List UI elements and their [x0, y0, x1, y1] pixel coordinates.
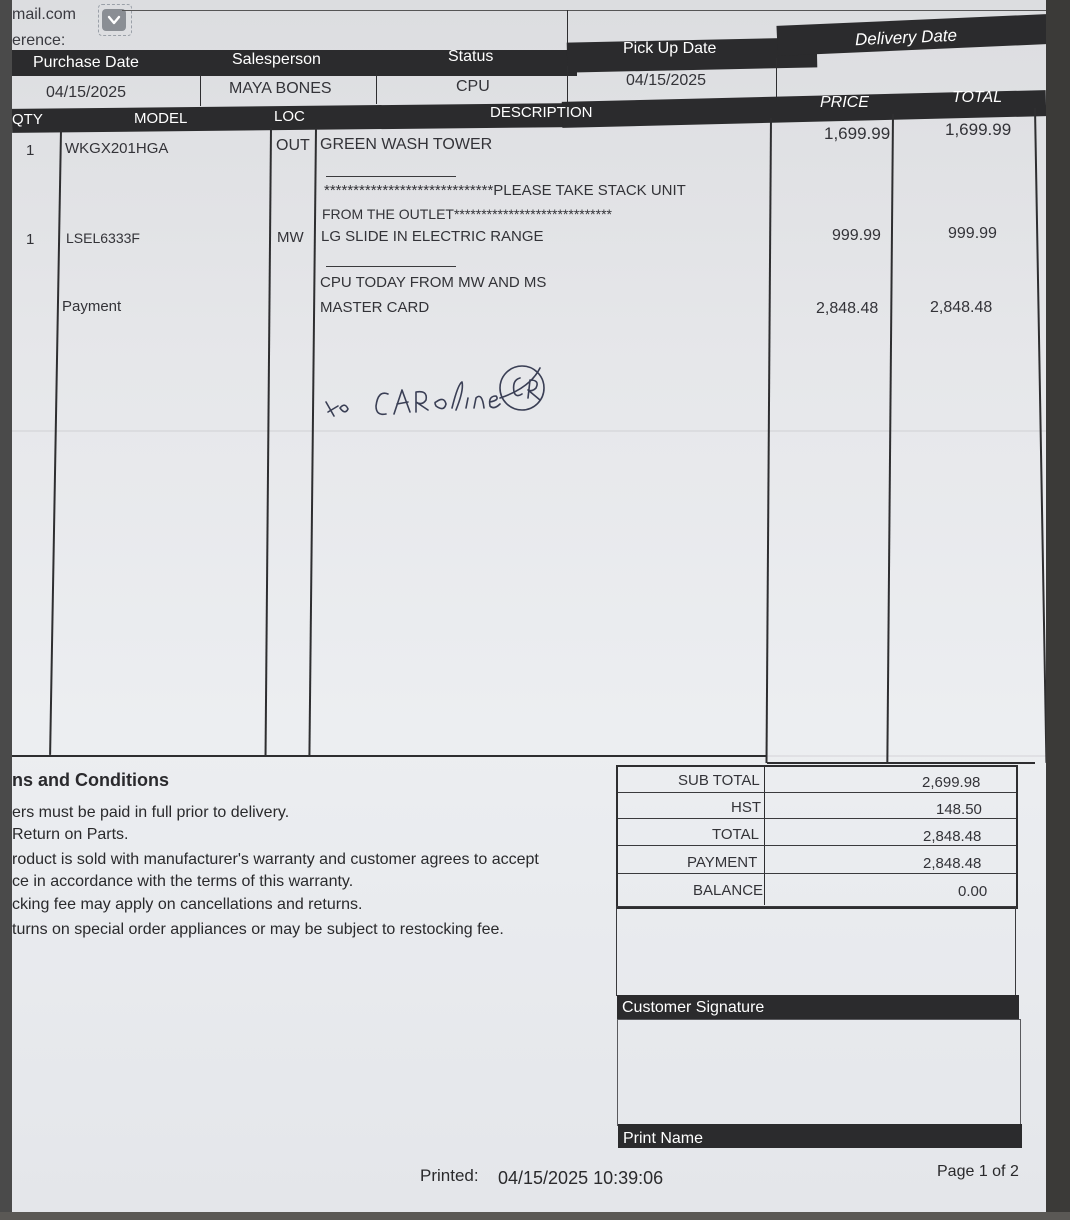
purchase-date-label: Purchase Date	[33, 54, 139, 71]
terms-line: Return on Parts.	[12, 826, 129, 843]
top-divider	[567, 10, 568, 44]
item-1-model: WKGX201HGA	[65, 140, 169, 157]
column-description: DESCRIPTION	[490, 104, 593, 121]
terms-line: turns on special order appliances or may be subject to restocking fee.	[12, 921, 504, 938]
photo-bottom-edge	[0, 1212, 1070, 1220]
subtotal-value: 2,699.98	[922, 774, 981, 791]
status-value: CPU	[456, 78, 490, 95]
cpu-note: CPU TODAY FROM MW AND MS	[320, 274, 547, 291]
payment-total: 2,848.48	[930, 299, 993, 316]
terms-line: ers must be paid in full prior to delivery.	[12, 804, 290, 821]
purchase-date-value: 04/15/2025	[46, 84, 127, 101]
total-label: TOTAL	[712, 826, 759, 843]
hst-value: 148.50	[936, 801, 982, 818]
terms-line: ce in accordance with the terms of this warranty.	[12, 873, 354, 890]
balance-label: BALANCE	[693, 882, 764, 899]
total-value: 2,848.48	[923, 828, 982, 845]
header-divider	[776, 58, 777, 98]
terms-line: cking fee may apply on cancellations and returns.	[12, 896, 363, 913]
terms-line: roduct is sold with manufacturer's warranty and customer agrees to accept	[12, 851, 539, 868]
email-fragment: mail.com	[12, 6, 77, 23]
table-bottom-rule	[12, 755, 767, 757]
note-rule	[326, 266, 456, 267]
totals-rule	[618, 845, 1016, 846]
payment-sum-label: PAYMENT	[687, 854, 758, 871]
hst-label: HST	[731, 799, 761, 816]
totals-divider	[764, 767, 765, 905]
balance-value: 0.00	[958, 883, 988, 900]
stack-note-line-2: FROM THE OUTLET*****************************	[322, 206, 612, 222]
handwritten-note	[324, 350, 584, 440]
payment-price: 2,848.48	[816, 300, 879, 317]
payment-method: MASTER CARD	[320, 299, 430, 316]
chevron-down-icon	[102, 9, 126, 31]
item-2-price: 999.99	[832, 227, 881, 244]
column-total: TOTAL	[952, 89, 1003, 106]
item-2-description: LG SLIDE IN ELECTRIC RANGE	[321, 228, 544, 245]
item-1-description: GREEN WASH TOWER	[320, 136, 493, 153]
note-rule	[326, 176, 456, 177]
salesperson-value: MAYA BONES	[229, 80, 332, 97]
item-1-total: 1,699.99	[945, 120, 1012, 139]
delivery-date-label: Delivery Date	[854, 25, 958, 50]
column-price: PRICE	[820, 94, 869, 111]
header-divider	[200, 72, 201, 106]
item-1-price: 1,699.99	[824, 124, 891, 143]
item-2-loc: MW	[277, 229, 304, 246]
item-1-loc: OUT	[276, 137, 310, 154]
header-divider	[376, 70, 377, 104]
top-rule	[122, 10, 1046, 11]
status-label: Status	[448, 48, 494, 65]
column-model: MODEL	[134, 110, 188, 127]
printed-label: Printed:	[420, 1166, 479, 1185]
notes-box	[616, 906, 1016, 996]
payment-sum-value: 2,848.48	[923, 855, 982, 872]
pickup-date-value: 04/15/2025	[626, 72, 707, 89]
handwritten-note-text: to Caroline CR	[324, 350, 331, 351]
item-2-qty: 1	[26, 231, 35, 248]
column-qty: QTY	[12, 111, 43, 128]
header-divider	[567, 66, 568, 102]
email-dropdown-button[interactable]	[102, 9, 126, 31]
salesperson-label: Salesperson	[232, 51, 321, 68]
item-2-total: 999.99	[948, 225, 997, 242]
column-line	[765, 118, 772, 763]
column-line	[886, 114, 894, 764]
print-name-label: Print Name	[623, 1130, 704, 1147]
printed-timestamp: 04/15/2025 10:39:06	[498, 1168, 664, 1188]
pickup-date-label: Pick Up Date	[623, 40, 717, 57]
subtotal-label: SUB TOTAL	[678, 772, 760, 789]
terms-title: ns and Conditions	[12, 770, 169, 790]
customer-signature-field[interactable]	[617, 1019, 1021, 1126]
payment-label: Payment	[62, 298, 122, 315]
item-2-model: LSEL6333F	[66, 230, 140, 246]
customer-signature-label: Customer Signature	[622, 999, 765, 1016]
column-loc: LOC	[274, 108, 305, 125]
column-line	[265, 128, 272, 756]
totals-rule	[618, 792, 1016, 793]
reference-label: erence:	[12, 32, 66, 49]
column-line	[1034, 108, 1046, 763]
totals-rule	[618, 873, 1016, 874]
page-number: Page 1 of 2	[937, 1163, 1019, 1180]
column-line	[308, 128, 317, 756]
stack-note-line-1: *****************************PLEASE TAKE STACK UNIT	[324, 182, 686, 199]
invoice-paper	[12, 0, 1046, 1214]
table-bottom-rule	[767, 762, 1035, 764]
column-line	[49, 130, 62, 755]
totals-rule	[618, 818, 1016, 819]
item-1-qty: 1	[26, 142, 35, 159]
